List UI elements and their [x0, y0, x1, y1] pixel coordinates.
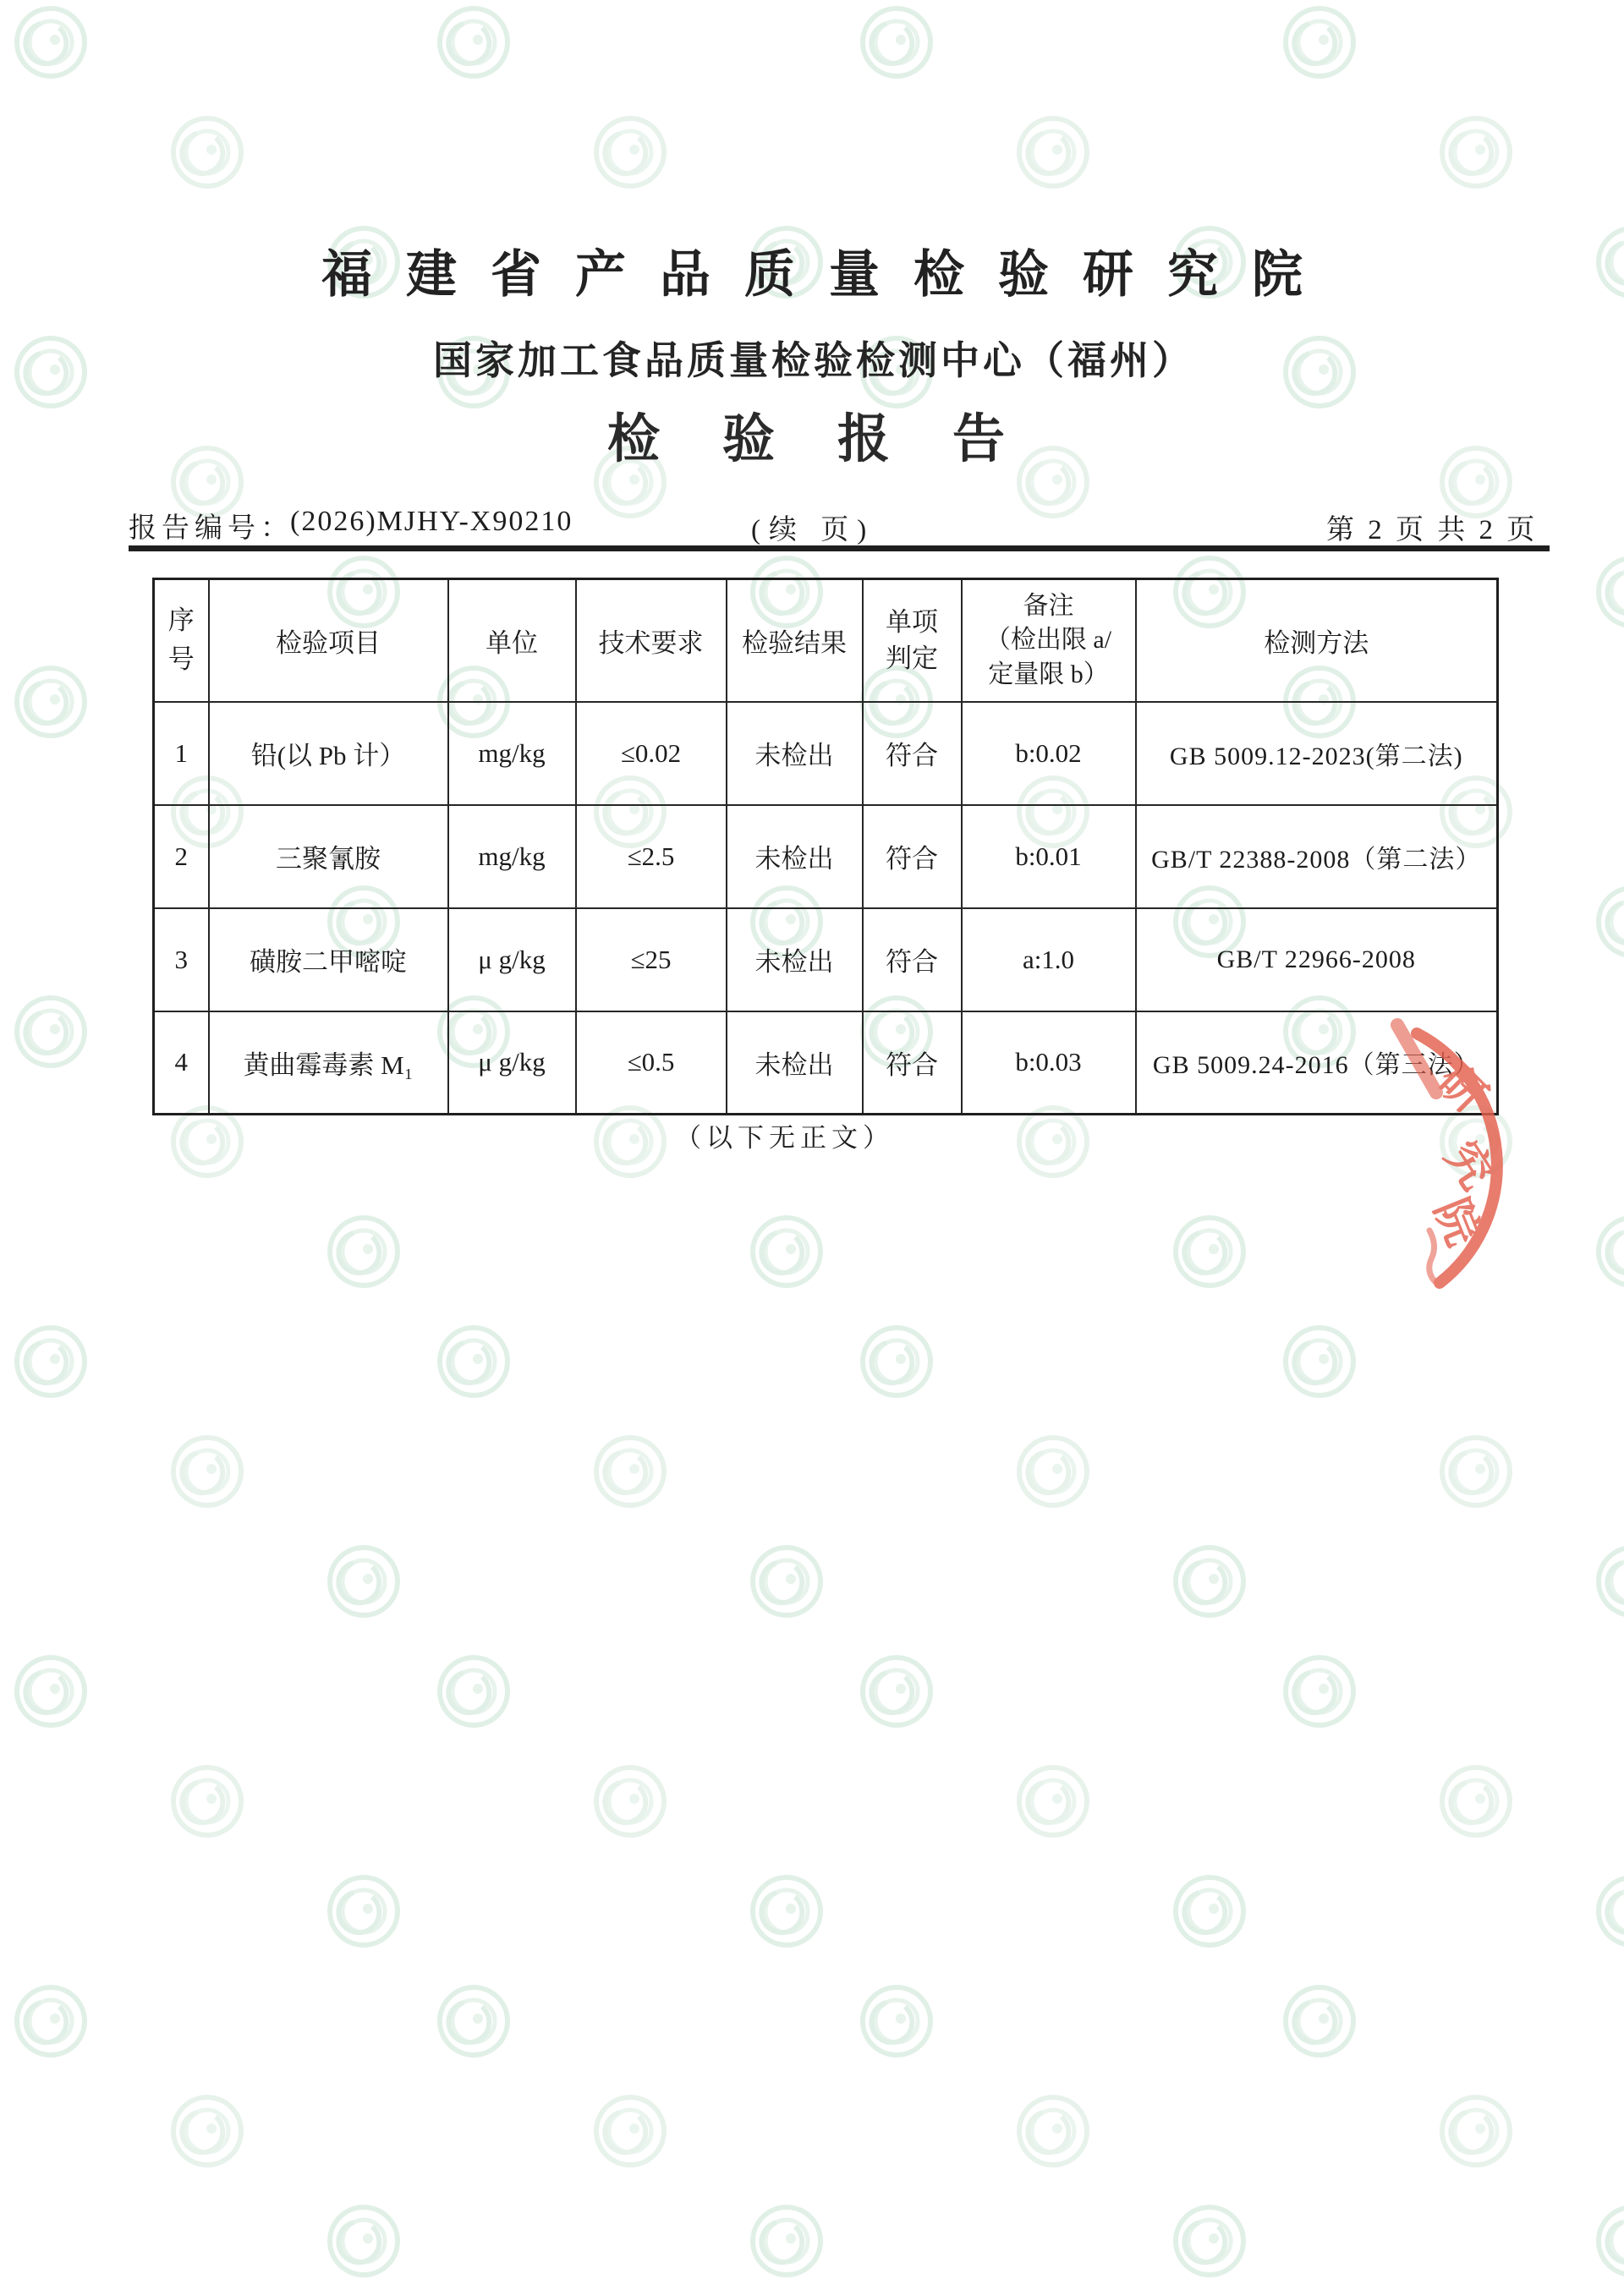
cell-result: 未检出 — [727, 805, 863, 908]
org-title: 福建省产品质量检验研究院 — [321, 247, 1336, 303]
cell-unit: μ g/kg — [448, 908, 576, 1011]
cell-remark: a:1.0 — [962, 908, 1136, 1011]
cell-remark: b:0.03 — [962, 1011, 1136, 1115]
center-subtitle: 国家加工食品质量检验检测中心（福州） — [433, 339, 1194, 382]
col-header-method: 检测方法 — [1136, 579, 1498, 702]
cell-item: 黄曲霉毒素 M₁ — [209, 1011, 448, 1115]
col-header-remark — [962, 579, 1136, 702]
seal-char-1: 研 — [1428, 1054, 1497, 1123]
cell-requirement: ≤0.5 — [576, 1011, 727, 1115]
cell-method: GB 5009.12-2023(第二法) — [1136, 702, 1498, 805]
report-no-value: (2026)MJHY-X90210 — [290, 506, 573, 537]
col-header-result: 检验结果 — [727, 579, 863, 702]
table-row — [154, 805, 1498, 908]
cell-unit: μ g/kg — [448, 1011, 576, 1115]
col-header-no: 序号 — [154, 579, 209, 702]
cell-result: 未检出 — [727, 702, 863, 805]
cell-method: GB 5009.24-2016（第三法） — [1136, 1011, 1498, 1115]
report-info-line — [0, 506, 1624, 543]
cell-method: GB/T 22966-2008 — [1136, 908, 1498, 1011]
seal-char-3: 院 — [1424, 1191, 1490, 1253]
official-seal-stamp — [1252, 964, 1556, 1362]
col-header-item: 检验项目 — [209, 579, 448, 702]
cell-requirement: ≤2.5 — [576, 805, 727, 908]
cell-unit: mg/kg — [448, 702, 576, 805]
cell-no: 2 — [154, 805, 209, 908]
end-of-text-note: （以下无正文） — [675, 1123, 894, 1153]
continued-page-note: (续 页) — [751, 515, 875, 545]
cell-judgment: 符合 — [863, 908, 962, 1011]
cell-result: 未检出 — [727, 908, 863, 1011]
seal-char-2: 究 — [1435, 1132, 1503, 1199]
cell-remark: b:0.01 — [962, 805, 1136, 908]
cell-no: 4 — [154, 1011, 209, 1115]
cell-remark: b:0.02 — [962, 702, 1136, 805]
cell-judgment: 符合 — [863, 702, 962, 805]
report-title: 检验报告 — [606, 411, 1067, 469]
cell-item: 三聚氰胺 — [209, 805, 448, 908]
cell-judgment: 符合 — [863, 1011, 962, 1115]
col-header-requirement: 技术要求 — [576, 579, 727, 702]
remark-header-line2: （检出限 a/ — [985, 626, 1112, 654]
table-header-row — [154, 579, 1498, 702]
cell-requirement: ≤0.02 — [576, 702, 727, 805]
remark-header-line3: 定量限 b） — [988, 660, 1109, 688]
cell-method: GB/T 22388-2008（第二法） — [1136, 805, 1498, 908]
cell-item: 铅(以 Pb 计） — [209, 702, 448, 805]
cell-requirement: ≤25 — [576, 908, 727, 1011]
remark-header-line1: 备注 — [1023, 591, 1074, 620]
report-no-label: 报告编号： — [129, 513, 294, 544]
header-divider-rule — [129, 545, 1550, 551]
cell-no: 3 — [154, 908, 209, 1011]
page-indicator: 第 2 页 共 2 页 — [1326, 515, 1539, 545]
cell-unit: mg/kg — [448, 805, 576, 908]
cell-no: 1 — [154, 702, 209, 805]
col-header-unit: 单位 — [448, 579, 576, 702]
cell-item: 磺胺二甲嘧啶 — [209, 908, 448, 1011]
col-header-judgment: 单项判定 — [863, 579, 962, 702]
table-row — [154, 702, 1498, 805]
cell-result: 未检出 — [727, 1011, 863, 1115]
cell-judgment: 符合 — [863, 805, 962, 908]
